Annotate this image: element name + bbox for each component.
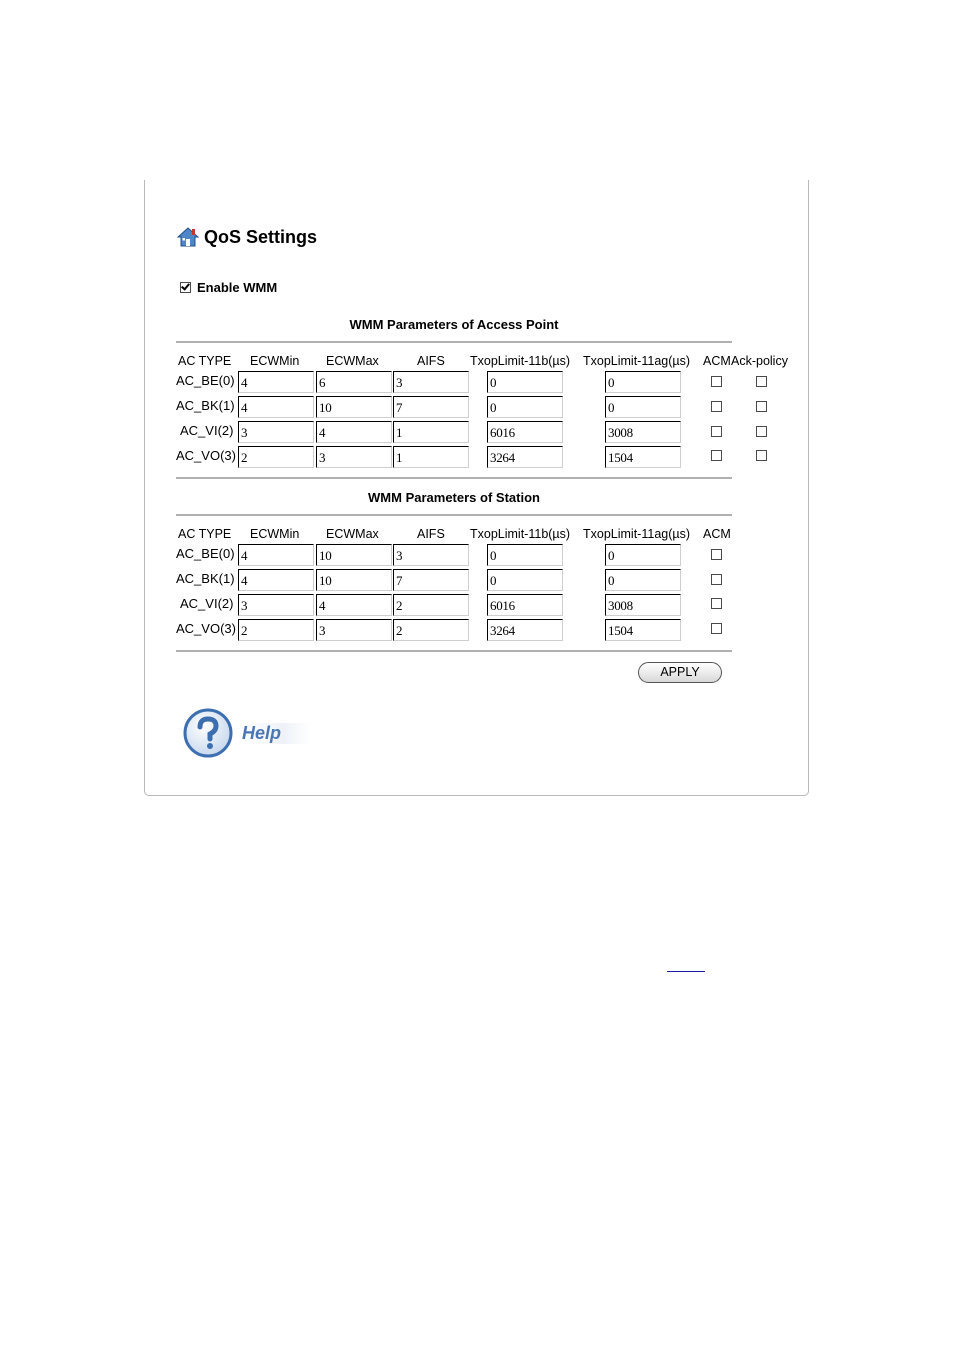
- sta-row-label: AC_BK(1): [176, 571, 235, 586]
- sta-top-divider: [176, 514, 732, 516]
- sta-acm-checkbox[interactable]: [711, 623, 722, 634]
- ap-ecwmin-input[interactable]: 3: [238, 421, 314, 443]
- page-header: [177, 223, 317, 251]
- ap-header-ack-policy: Ack-policy: [731, 354, 788, 368]
- sta-txop11b-input[interactable]: 0: [487, 544, 563, 566]
- ap-top-divider: [176, 341, 732, 343]
- ap-section-title: WMM Parameters of Access Point: [349, 317, 559, 332]
- ap-header-txop11ag: TxopLimit-11ag(µs): [583, 354, 691, 368]
- sta-bottom-divider: [176, 650, 732, 652]
- sta-txop11b-input[interactable]: 3264: [487, 619, 563, 641]
- link-underline[interactable]: [667, 971, 705, 972]
- enable-wmm-checkbox[interactable]: [180, 282, 191, 293]
- sta-row-label: AC_VO(3): [176, 621, 236, 636]
- ap-header-acm: ACM: [703, 354, 731, 368]
- ap-row-label: AC_BK(1): [176, 398, 235, 413]
- sta-ecwmax-input[interactable]: 3: [316, 619, 392, 641]
- ap-acm-checkbox[interactable]: [711, 401, 722, 412]
- sta-aifs-input[interactable]: 2: [393, 594, 469, 616]
- sta-section-title: WMM Parameters of Station: [368, 490, 540, 505]
- ap-ecwmax-input[interactable]: 4: [316, 421, 392, 443]
- ap-header-aifs: AIFS: [417, 354, 445, 368]
- ap-txop11ag-input[interactable]: 0: [605, 396, 681, 418]
- ap-header-txop11b: TxopLimit-11b(µs): [470, 354, 571, 368]
- ap-acm-checkbox[interactable]: [711, 426, 722, 437]
- sta-header-ecwmax: ECWMax: [326, 527, 379, 541]
- sta-acm-checkbox[interactable]: [711, 598, 722, 609]
- sta-header-ac-type: AC TYPE: [178, 527, 232, 541]
- ap-aifs-input[interactable]: 1: [393, 421, 469, 443]
- help-icon: [182, 707, 234, 759]
- page-title: QoS Settings: [204, 226, 318, 247]
- ap-row-label: AC_VI(2): [180, 423, 234, 438]
- ap-ecwmin-input[interactable]: 4: [238, 371, 314, 393]
- sta-acm-checkbox[interactable]: [711, 574, 722, 585]
- ap-row-label: AC_BE(0): [176, 373, 235, 388]
- sta-header-ecwmin: ECWMin: [250, 527, 300, 541]
- apply-button[interactable]: APPLY: [638, 662, 722, 683]
- sta-ecwmax-input[interactable]: 10: [316, 569, 392, 591]
- home-icon: [177, 227, 199, 247]
- sta-header-acm: ACM: [703, 527, 731, 541]
- sta-row-label: AC_VI(2): [180, 596, 234, 611]
- ap-txop11ag-input[interactable]: 0: [605, 371, 681, 393]
- sta-header-txop11b: TxopLimit-11b(µs): [470, 527, 571, 541]
- ap-txop11ag-input[interactable]: 1504: [605, 446, 681, 468]
- ap-header-ecwmin: ECWMin: [250, 354, 300, 368]
- sta-txop11b-input[interactable]: 6016: [487, 594, 563, 616]
- ap-ecwmin-input[interactable]: 4: [238, 396, 314, 418]
- ap-aifs-input[interactable]: 7: [393, 396, 469, 418]
- sta-header-aifs: AIFS: [417, 527, 445, 541]
- ap-header-ac-type: AC TYPE: [178, 354, 232, 368]
- help-link[interactable]: [182, 707, 311, 759]
- sta-ecwmax-input[interactable]: 4: [316, 594, 392, 616]
- sta-header-txop11ag: TxopLimit-11ag(µs): [583, 527, 691, 541]
- ap-aifs-input[interactable]: 1: [393, 446, 469, 468]
- ap-row-label: AC_VO(3): [176, 448, 236, 463]
- sta-txop11b-input[interactable]: 0: [487, 569, 563, 591]
- sta-acm-checkbox[interactable]: [711, 549, 722, 560]
- sta-txop11ag-input[interactable]: 0: [605, 569, 681, 591]
- sta-ecwmin-input[interactable]: 2: [238, 619, 314, 641]
- ap-txop11b-input[interactable]: 0: [487, 396, 563, 418]
- sta-ecwmin-input[interactable]: 4: [238, 544, 314, 566]
- ap-ecwmax-input[interactable]: 3: [316, 446, 392, 468]
- ap-ecwmax-input[interactable]: 6: [316, 371, 392, 393]
- ap-ack-policy-checkbox[interactable]: [756, 426, 767, 437]
- sta-aifs-input[interactable]: 7: [393, 569, 469, 591]
- ap-txop11b-input[interactable]: 6016: [487, 421, 563, 443]
- settings-panel: [144, 180, 809, 796]
- ap-ack-policy-checkbox[interactable]: [756, 376, 767, 387]
- sta-ecwmin-input[interactable]: 3: [238, 594, 314, 616]
- ap-acm-checkbox[interactable]: [711, 376, 722, 387]
- sta-aifs-input[interactable]: 3: [393, 544, 469, 566]
- ap-ecwmax-input[interactable]: 10: [316, 396, 392, 418]
- ap-txop11b-input[interactable]: 0: [487, 371, 563, 393]
- enable-wmm-label: Enable WMM: [197, 280, 278, 295]
- ap-txop11ag-input[interactable]: 3008: [605, 421, 681, 443]
- ap-ack-policy-checkbox[interactable]: [756, 401, 767, 412]
- sta-txop11ag-input[interactable]: 1504: [605, 619, 681, 641]
- ap-aifs-input[interactable]: 3: [393, 371, 469, 393]
- enable-wmm-row: [180, 280, 277, 295]
- ap-acm-checkbox[interactable]: [711, 450, 722, 461]
- sta-txop11ag-input[interactable]: 3008: [605, 594, 681, 616]
- ap-txop11b-input[interactable]: 3264: [487, 446, 563, 468]
- sta-ecwmax-input[interactable]: 10: [316, 544, 392, 566]
- sta-aifs-input[interactable]: 2: [393, 619, 469, 641]
- help-label: Help: [242, 723, 311, 744]
- ap-header-ecwmax: ECWMax: [326, 354, 379, 368]
- sta-txop11ag-input[interactable]: 0: [605, 544, 681, 566]
- ap-bottom-divider: [176, 477, 732, 479]
- ap-ack-policy-checkbox[interactable]: [756, 450, 767, 461]
- ap-ecwmin-input[interactable]: 2: [238, 446, 314, 468]
- sta-ecwmin-input[interactable]: 4: [238, 569, 314, 591]
- sta-row-label: AC_BE(0): [176, 546, 235, 561]
